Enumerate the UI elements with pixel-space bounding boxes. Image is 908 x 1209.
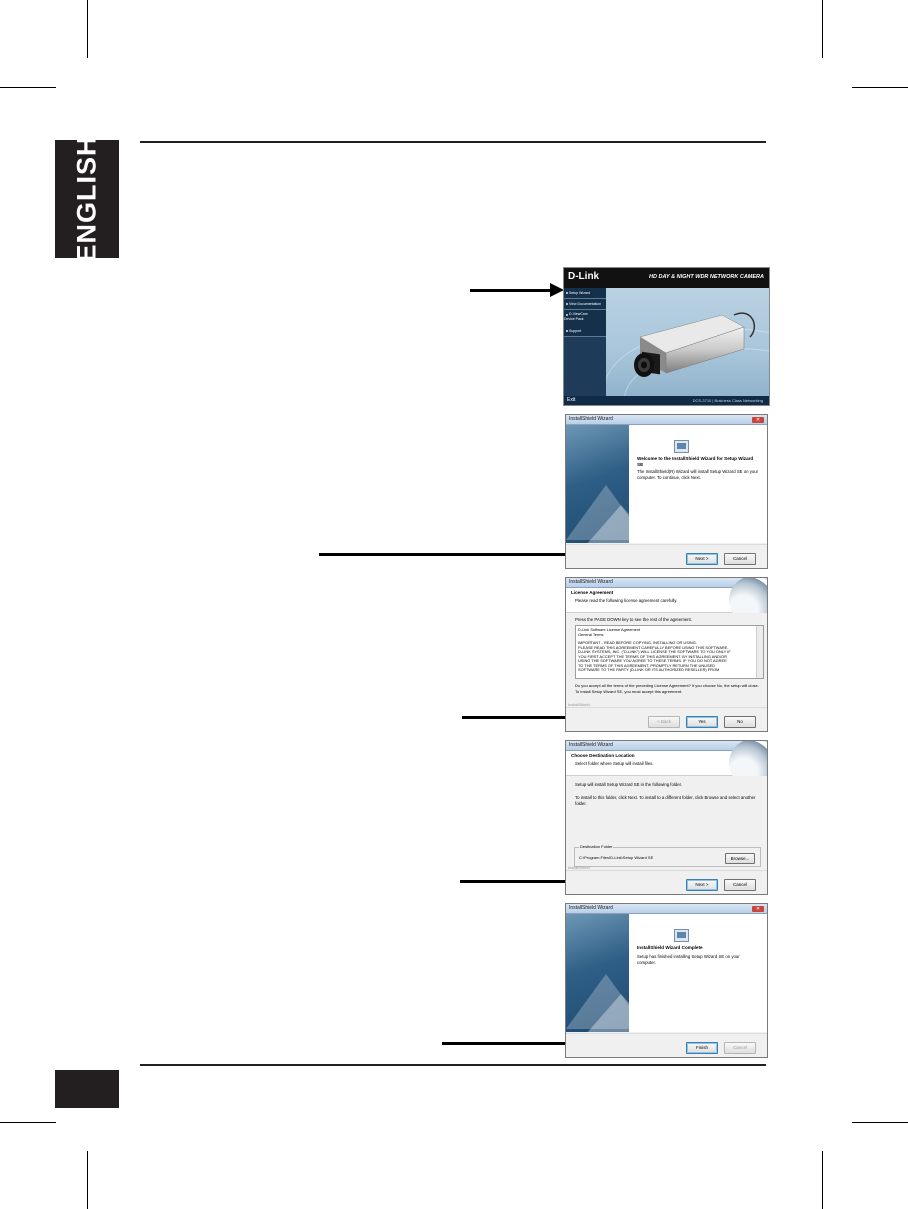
wizard-side-image	[566, 914, 629, 1032]
license-line: General Terms	[578, 631, 604, 637]
menu-dviewcam-label: D-ViewCam	[569, 312, 588, 316]
complete-window	[565, 903, 768, 1058]
welcome-text: The InstallShield(R) Wizard will install Setup Wizard SE on your computer. To continue, click Next.	[637, 469, 759, 480]
titlebar-text: InstallShield Wizard	[569, 742, 613, 748]
complete-heading: InstallShield Wizard Complete	[637, 945, 703, 950]
installshield-brand: InstallShield	[568, 865, 590, 870]
titlebar	[566, 904, 767, 914]
destination-folder-legend: Destination Folder	[580, 844, 613, 849]
license-line: D-Link Software License Agreement	[578, 627, 641, 632]
wizard-header	[566, 588, 767, 613]
product-title: HD DAY & NIGHT WDR NETWORK CAMERA	[649, 274, 764, 280]
license-line: IMPORTANT - READ BEFORE COPYING, INSTALLING OR USING.	[578, 640, 697, 645]
dlink-logo: D-Link	[568, 271, 600, 282]
menu-setup-wizard[interactable]: Setup Wizard	[564, 288, 606, 299]
titlebar-text: InstallShield Wizard	[569, 905, 613, 911]
cancel-button[interactable]: Cancel	[724, 553, 756, 565]
no-button[interactable]: No	[724, 716, 756, 728]
welcome-window	[565, 414, 768, 569]
bottom-rule	[140, 1064, 766, 1066]
autorun-footer: DCS-3710 | Business Class Networking	[692, 398, 763, 403]
license-line: USING THE SOFTWARE YOU AGREE TO THESE TERMS. IF YOU DO NOT AGREE	[578, 658, 727, 663]
wizard-side-image	[566, 425, 629, 543]
license-textbox[interactable]	[575, 625, 764, 679]
back-button[interactable]: < Back	[648, 716, 680, 728]
button-row	[566, 870, 767, 895]
license-instruction: Press the PAGE DOWN key to see the rest of the agreement.	[575, 617, 692, 622]
next-button[interactable]: Next >	[686, 553, 718, 565]
close-icon[interactable]: ✕	[752, 906, 764, 912]
menu-support[interactable]: Support	[564, 326, 606, 337]
wizard-content	[629, 425, 767, 543]
license-scrollbar[interactable]	[756, 626, 763, 679]
destination-line1: Setup will install Setup Wizard SE in the following folder.	[575, 782, 682, 787]
license-question: Do you accept all the terms of the preceding License Agreement? If you choose No, the setup will close. To install Setup Wizard SE, you must accept this agreement.	[575, 683, 759, 694]
yes-button[interactable]: Yes	[686, 716, 718, 728]
cancel-button[interactable]: Cancel	[724, 1042, 756, 1054]
crop-mark	[0, 1122, 56, 1123]
top-rule	[140, 141, 766, 143]
license-line: SOFTWARE TO THE PARTY (D-LINK OR ITS AUTHORIZED RESELLER) FROM	[578, 667, 720, 672]
destination-subheading: Select folder where Setup will install files.	[575, 761, 654, 766]
button-row	[566, 1033, 767, 1058]
autorun-bottombar	[564, 396, 769, 405]
camera-illustration	[622, 303, 762, 388]
exit-link[interactable]: Exit	[567, 397, 576, 403]
language-label: ENGLISH	[71, 135, 102, 263]
page-number-box	[55, 1070, 119, 1108]
decor	[586, 994, 629, 1032]
license-subheading: Please read the following license agreement carefully.	[575, 598, 678, 603]
crop-mark	[852, 1122, 908, 1123]
autorun-menu	[564, 288, 606, 396]
finish-button[interactable]: Finish	[686, 1042, 718, 1054]
crop-mark	[0, 87, 56, 88]
computer-icon	[674, 929, 689, 942]
crop-mark	[87, 0, 88, 58]
crop-mark	[822, 0, 823, 58]
button-row	[566, 544, 767, 569]
arrow-to-setup-wizard	[470, 289, 552, 292]
close-icon[interactable]: ✕	[752, 417, 764, 423]
language-tab	[55, 135, 119, 263]
computer-icon	[674, 440, 689, 453]
titlebar-text: InstallShield Wizard	[569, 416, 613, 422]
next-button[interactable]: Next >	[686, 879, 718, 891]
browse-button[interactable]: Browse...	[725, 853, 755, 864]
titlebar	[566, 415, 767, 425]
crop-mark	[822, 1151, 823, 1209]
wizard-header	[566, 751, 767, 776]
titlebar-text: InstallShield Wizard	[569, 579, 613, 585]
menu-dviewcam[interactable]	[564, 310, 606, 327]
crop-mark	[852, 87, 908, 88]
crop-mark	[87, 1151, 88, 1209]
decor	[586, 505, 629, 543]
menu-dviewcam-sub: Device Pack	[564, 317, 584, 321]
license-line: D-LINK SYSTEMS, INC. ("D-LINK") WILL LICENSE THE SOFTWARE TO YOU ONLY IF	[578, 649, 731, 654]
autorun-topbar	[564, 268, 769, 288]
wizard-content	[629, 914, 767, 1032]
destination-folder-group	[574, 844, 761, 867]
license-window	[565, 577, 768, 732]
complete-text: Setup has finished installing Setup Wizard SE on your computer.	[637, 954, 740, 965]
destination-window	[565, 740, 768, 895]
cancel-button[interactable]: Cancel	[724, 879, 756, 891]
license-heading: License Agreement	[571, 590, 614, 595]
button-row	[566, 707, 767, 732]
autorun-screen	[563, 267, 770, 406]
license-line: PLEASE READ THIS AGREEMENT CAREFULLY BEFORE USING THIS SOFTWARE.	[578, 644, 729, 650]
menu-view-documentation[interactable]: View Documentation	[564, 299, 606, 310]
installshield-brand: InstallShield	[568, 702, 590, 707]
license-line: TO THE TERMS OF THIS AGREEMENT, PROMPTLY RETURN THE UNUSED	[578, 662, 715, 668]
welcome-heading: Welcome to the InstallShield Wizard for Setup Wizard SE	[637, 456, 754, 467]
destination-path: C:\Program Files\D-Link\Setup Wizard SE	[579, 855, 654, 860]
destination-line2: To install to this folder, click Next. To install to a different folder, click Browse and select another folder.	[575, 795, 756, 806]
license-line: YOU FIRST ACCEPT THE TERMS OF THIS AGREEMENT. BY INSTALLING AND/OR	[578, 653, 727, 659]
destination-heading: Choose Destination Location	[571, 753, 635, 758]
